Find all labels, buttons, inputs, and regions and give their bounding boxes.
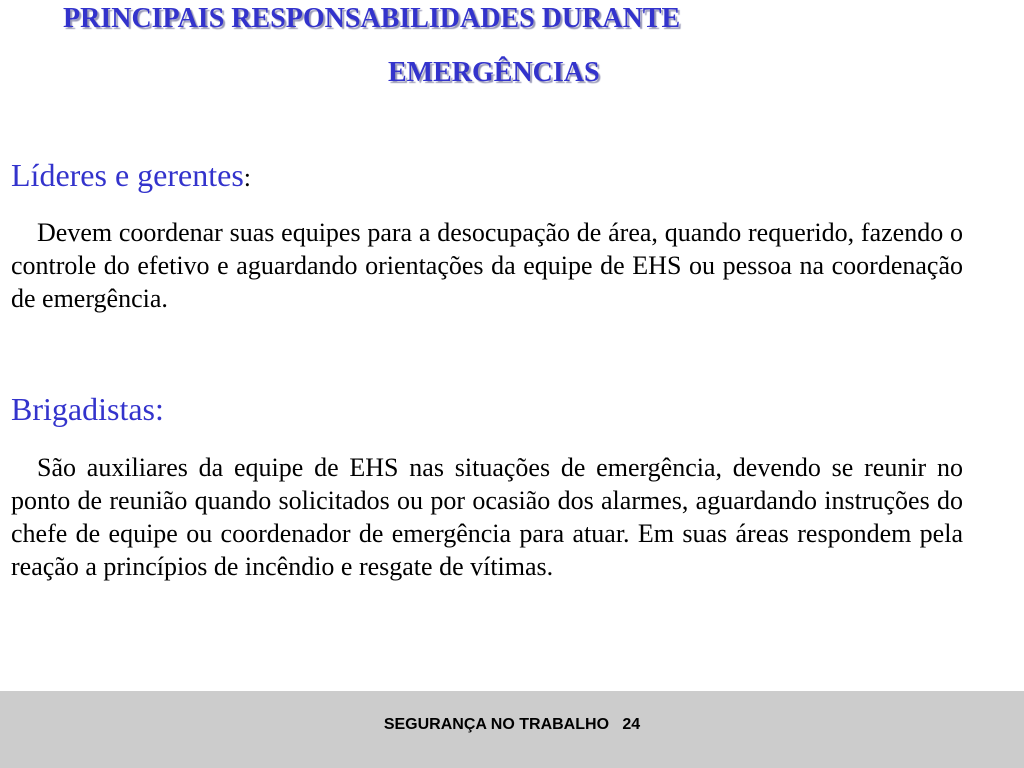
footer-text	[0, 715, 1024, 735]
slide-title-line-1: PRINCIPAIS RESPONSABILIDADES DURANTE	[63, 3, 681, 34]
section-body-brigadistas: São auxiliares da equipe de EHS nas situações de emergência, devendo se reunir no ponto de reunião quando solicitados ou por ocasião dos alarmes, aguardando instruções do chefe de equipe ou coordenador de emergência para atuar. Em suas áreas respondem pela reação a princípios de incêndio e resgate de vítimas.	[11, 453, 963, 581]
footer-bar	[0, 691, 1024, 768]
footer-label: SEGURANÇA NO TRABALHO	[383, 716, 610, 733]
footer-page-number: 24	[622, 716, 641, 733]
slide-title-line-2: EMERGÊNCIAS	[388, 57, 600, 88]
section-body-lideres: Devem coordenar suas equipes para a desocupação de área, quando requerido, fazendo o controle do efetivo e aguardando orientações da equipe de EHS ou pessoa na coordenação de emergência.	[11, 218, 963, 313]
section-heading-lideres	[11, 156, 251, 197]
section-heading-lideres-text: Líderes e gerentes	[11, 157, 244, 193]
section-heading-brigadistas: Brigadistas:	[11, 391, 164, 427]
section-heading-lideres-colon: :	[243, 163, 251, 192]
